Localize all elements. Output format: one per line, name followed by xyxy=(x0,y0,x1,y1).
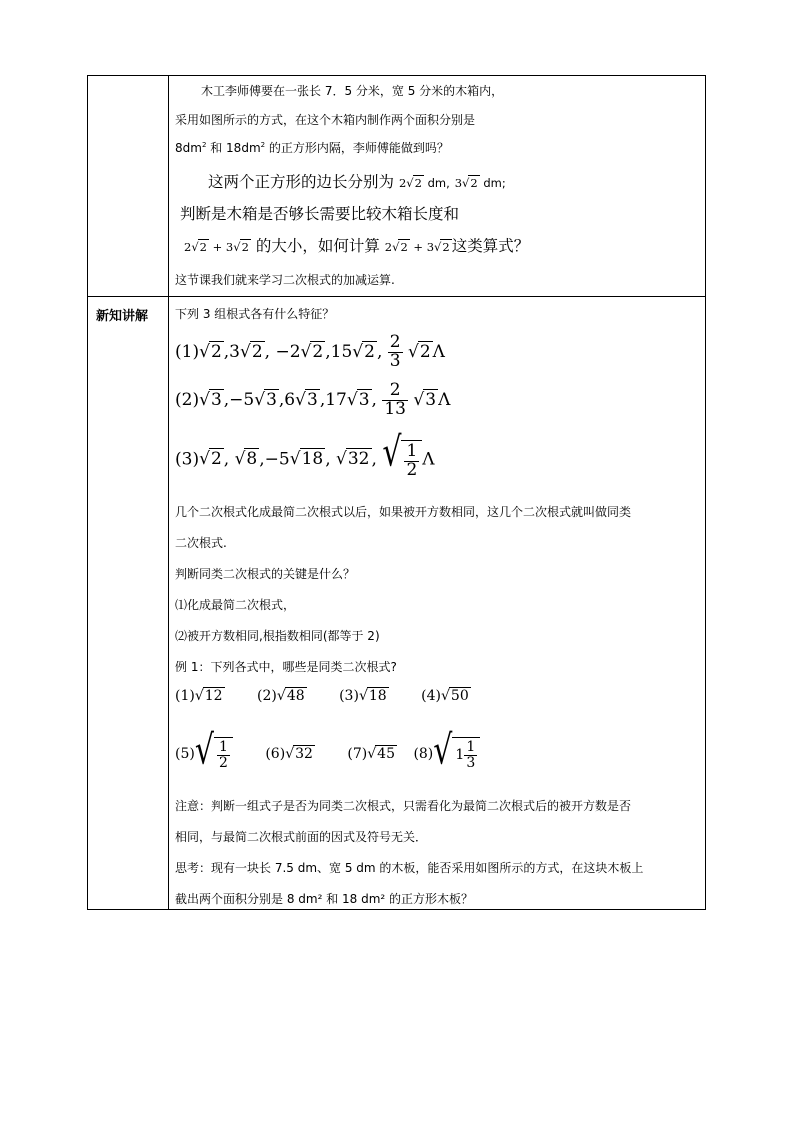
intro-line-1: 木工李师傅要在一张长 7．5 分米，宽 5 分米的木箱内， xyxy=(201,84,504,98)
intro-line-3: $8dm^2$ 和 $18dm^2$ 的正方形内隔，李师傅能做到吗？ xyxy=(175,141,449,155)
intro-line-7: 这节课我们就来学习二次根式的加减运算. xyxy=(175,273,395,287)
think-line-1: 思考：现有一块长 7.5 dm、宽 5 dm 的木板，能否采用如图所示的方式，在这块木板上 xyxy=(175,861,644,875)
example-item-2: (2)√48 xyxy=(257,688,305,704)
example-item-4: (4)√50 xyxy=(421,688,469,704)
intro-line-4: 这两个正方形的边长分别为 2√2 dm, 3√2 dm; xyxy=(208,173,506,191)
radical-group-1: (1)√2 ,3√2 , −2√2 ,15√2 , $\frac{2}{3}$ √2 Λ xyxy=(175,332,445,371)
side-length-1: 2√2 xyxy=(398,176,422,190)
example-item-7: (7)√45 xyxy=(347,745,395,762)
example-item-5: (5) √ $\frac{1}{2}$ xyxy=(175,746,233,762)
row-divider xyxy=(88,296,705,297)
sum-expression-1: 2√2 + 3√2 xyxy=(184,240,249,254)
side-length-2: 3√2 xyxy=(454,176,478,190)
definition-line-2: 二次根式. xyxy=(175,536,227,550)
question-2: 判断同类二次根式的关键是什么？ xyxy=(175,567,356,581)
radical-group-2: (2)√3 ,−5√3 ,6√3 ,17√3 , $\frac{2}{13}$ √3 Λ xyxy=(175,380,451,419)
radical-group-3: (3)√2 , √8 ,−5√18 , √32 , √ $\frac{1}{2}$ Λ xyxy=(175,429,435,480)
example-1-title: 例 1：下列各式中，哪些是同类二次根式? xyxy=(175,660,397,674)
example-item-6: (6)√32 xyxy=(265,745,313,762)
definition-line-1: 几个二次根式化成最简二次根式以后，如果被开方数相同，这几个二次根式就叫做同类 xyxy=(175,505,632,519)
key-point-2: ⑵被开方数相同,根指数相同(都等于 2) xyxy=(175,629,380,643)
intro-line-2: 采用如图所示的方式，在这个木箱内制作两个面积分别是 xyxy=(175,113,476,127)
question-1: 下列 3 组根式各有什么特征？ xyxy=(175,307,335,321)
note-line-1: 注意：判断一组式子是否为同类二次根式，只需看化为最简二次根式后的被开方数是否 xyxy=(175,799,632,813)
example-item-3: (3)√18 xyxy=(339,688,387,704)
section-label: 新知讲解 xyxy=(96,309,149,324)
example-row-2 xyxy=(175,727,480,775)
example-item-1: (1)√12 xyxy=(175,688,223,704)
note-line-2: 相同，与最简二次根式前面的因式及符号无关． xyxy=(175,830,428,844)
key-point-1: ⑴化成最简二次根式， xyxy=(175,598,296,612)
think-line-2: 截出两个面积分别是 8 dm² 和 18 dm² 的正方形木板？ xyxy=(175,892,474,906)
example-item-8: (8) √ 1 $\frac{1}{3}$ xyxy=(413,746,480,762)
intro-line-5: 判断是木箱是否够长需要比较木箱长度和 xyxy=(180,205,460,223)
lesson-table xyxy=(87,75,706,910)
sum-expression-2: 2√2 + 3√2 xyxy=(384,240,450,254)
example-row-1 xyxy=(175,688,471,704)
intro-line-6: 2√2 + 3√2 的大小，如何计算 2√2 + 3√2 这类算式？ xyxy=(184,237,530,255)
column-divider xyxy=(168,76,169,909)
